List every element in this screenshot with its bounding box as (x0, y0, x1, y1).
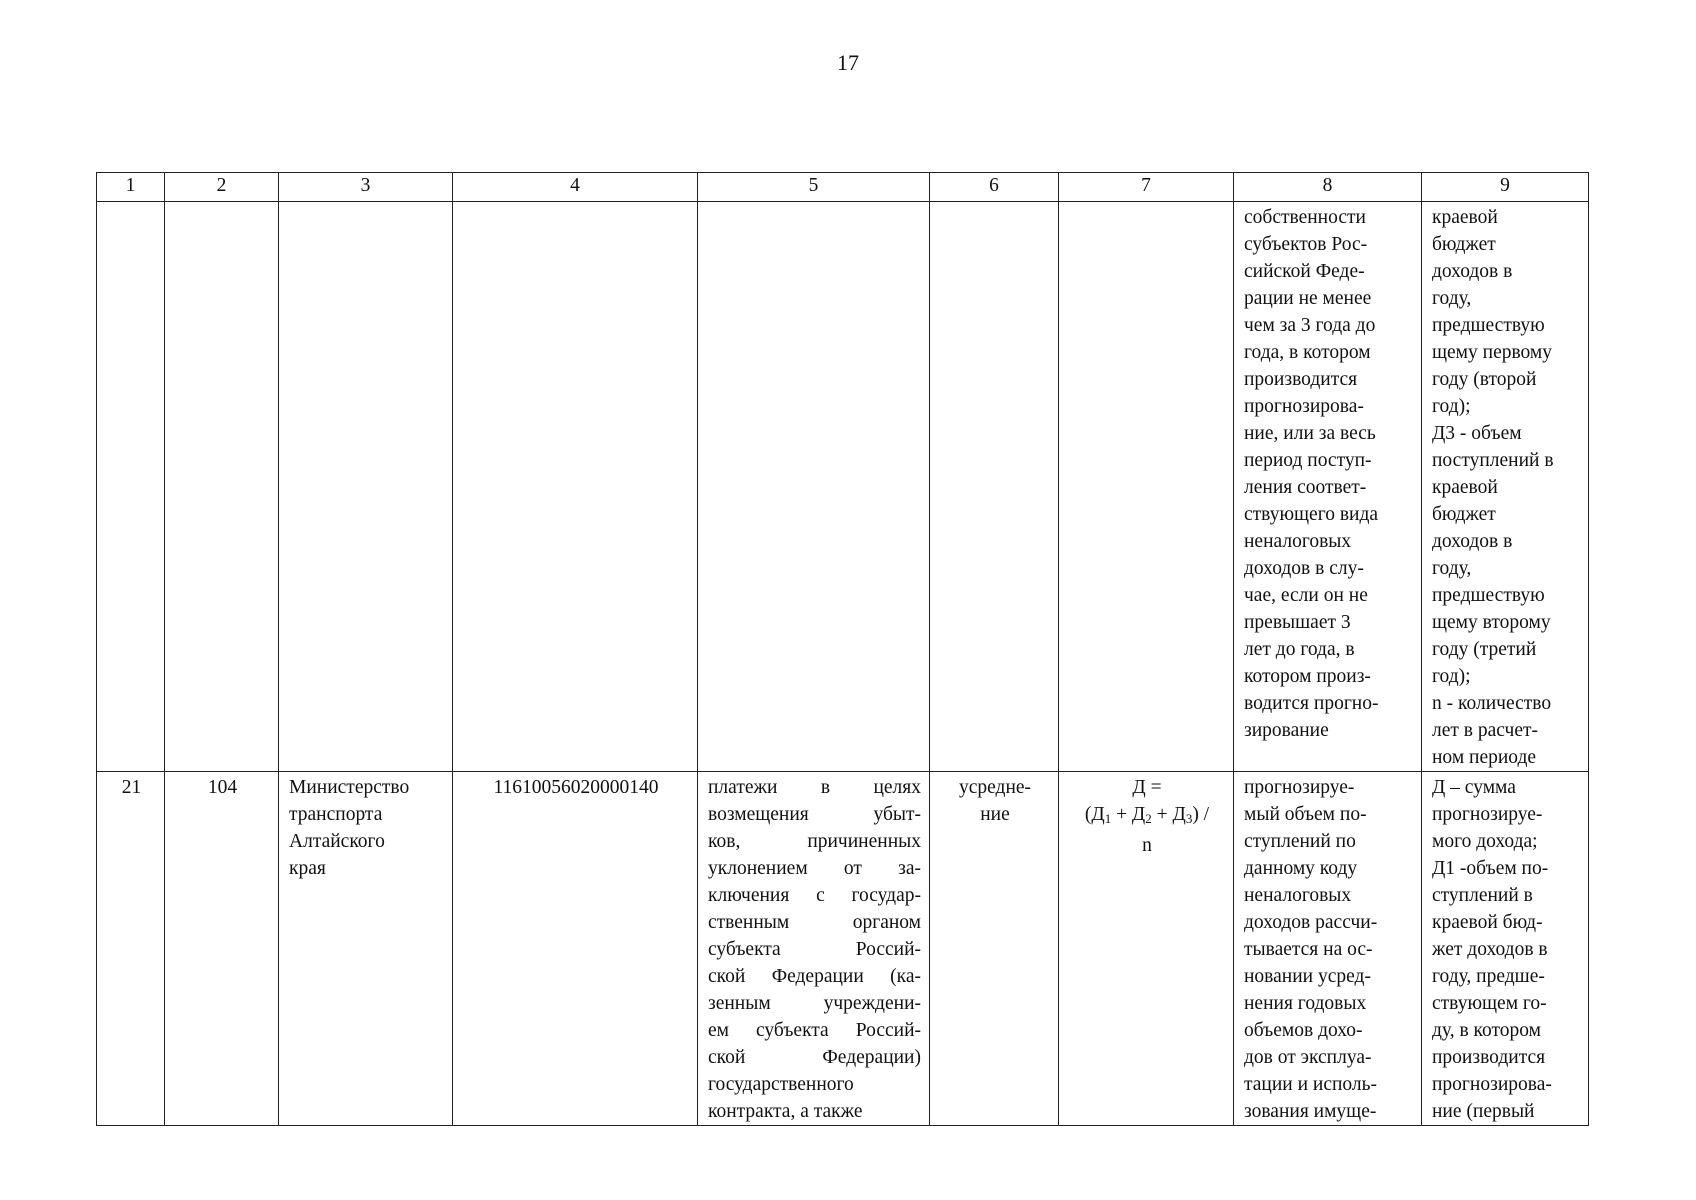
text-line: рации не менее (1244, 288, 1372, 309)
text-line: доходов в (1432, 531, 1513, 552)
text-line: водится прогно- (1244, 693, 1379, 714)
text-line: доходов рассчи- (1244, 912, 1378, 933)
text-line: ской Федерации (ка- (708, 966, 921, 987)
cell-forecast-method (930, 772, 1059, 1126)
text-line: неналоговых (1244, 885, 1352, 906)
text-line: тации и исполь- (1244, 1074, 1378, 1095)
table-row-21 (97, 772, 1589, 1126)
text-line: доходов в слу- (1244, 558, 1364, 579)
text-line: превышает 3 (1244, 612, 1351, 633)
text-line: сийской Феде- (1244, 261, 1365, 282)
cell-empty (930, 202, 1059, 772)
col-header-6: 6 (930, 173, 1059, 202)
text-line: платежи в целях (708, 777, 921, 798)
text-line: предшествую (1432, 585, 1545, 606)
cell-empty (279, 202, 453, 772)
text-line: производится (1432, 1047, 1546, 1068)
text-line: зирование (1244, 720, 1329, 741)
text-line: собственности (1244, 207, 1366, 228)
text-line: ской Федерации) (708, 1047, 921, 1068)
text-line: году, (1432, 558, 1472, 579)
text-line: году (третий (1432, 639, 1537, 660)
text-line: год); (1432, 396, 1471, 417)
text-line: году (второй (1432, 369, 1537, 390)
text-line: Алтайского (289, 831, 385, 852)
page-number: 17 (837, 50, 859, 75)
text-line: Министерство (289, 777, 410, 798)
text-line: мый объем по- (1244, 804, 1367, 825)
text-line: прогнозирова- (1432, 1074, 1552, 1095)
col-header-1: 1 (97, 173, 165, 202)
text-line: краевой бюд- (1432, 912, 1543, 933)
text-line: субъекта Россий- (708, 939, 921, 960)
text-line: ствующем го- (1432, 993, 1547, 1014)
cell-empty (453, 202, 698, 772)
text-line: краевой (1432, 477, 1498, 498)
text-line: ключения с государ- (708, 885, 921, 906)
text-line: период поступ- (1244, 450, 1372, 471)
text-line: лет в расчет- (1432, 720, 1539, 741)
text-line: нения годовых (1244, 993, 1367, 1014)
text-line: Д – сумма (1432, 777, 1516, 798)
col-header-7: 7 (1059, 173, 1234, 202)
text-line: чае, если он не (1244, 585, 1368, 606)
text-line: лет до года, в (1244, 639, 1355, 660)
text-line: Д3 - объем (1432, 423, 1522, 444)
cell-row-number: 21 (97, 772, 165, 1126)
text-line: предшествую (1432, 315, 1545, 336)
cell-revenue-name (698, 772, 930, 1126)
col-header-4: 4 (453, 173, 698, 202)
text-line: усредне- (958, 777, 1032, 798)
header-row (97, 173, 1589, 202)
text-line: производится (1244, 369, 1358, 390)
text-line: уклонением от за- (708, 858, 921, 879)
col-header-5: 5 (698, 173, 930, 202)
cell-formula-legend (1422, 772, 1589, 1126)
text-line: возмещения убыт- (708, 804, 921, 825)
text-line: котором произ- (1244, 666, 1371, 687)
text-line: новании усред- (1244, 966, 1371, 987)
text-line: жет доходов в (1432, 939, 1548, 960)
text-line: ственным органом (708, 912, 921, 933)
text-line: ступлений по (1244, 831, 1356, 852)
text-line: прогнозируе- (1432, 804, 1543, 825)
text-line: контракта, а также (708, 1101, 863, 1122)
text-line: года, в котором (1244, 342, 1371, 363)
text-line: края (289, 858, 326, 879)
text-line: прогнозируе- (1244, 777, 1355, 798)
text-line: тывается на ос- (1244, 939, 1373, 960)
text-line: щему первому (1432, 342, 1553, 363)
text-line: ступлений в (1432, 885, 1533, 906)
text-line: зования имуще- (1244, 1101, 1377, 1122)
col-header-3: 3 (279, 173, 453, 202)
cell-formula (1059, 772, 1234, 1126)
text-line: данному коду (1244, 858, 1358, 879)
text-line: мого дохода; (1432, 831, 1538, 852)
text-line: бюджет (1432, 234, 1496, 255)
text-line: субъектов Рос- (1244, 234, 1368, 255)
text-line: объемов дохо- (1244, 1020, 1363, 1041)
text-line: ном периоде (1432, 747, 1537, 768)
table-row-continuation (97, 202, 1589, 772)
text-line: ков, причиненных (708, 831, 921, 852)
cell-empty (165, 202, 279, 772)
text-line: бюджет (1432, 504, 1496, 525)
cell-formula-legend (1422, 202, 1589, 772)
text-line: зенным учреждени- (708, 993, 921, 1014)
cell-empty (97, 202, 165, 772)
text-line: неналоговых (1244, 531, 1352, 552)
text-line: ствующего вида (1244, 504, 1379, 525)
formula-line-2: $(Д_1 + Д_2 + Д_3)$ / (1084, 804, 1210, 826)
cell-empty (698, 202, 930, 772)
formula-line-1: Д = (1132, 777, 1162, 798)
text-line: ние (первый (1432, 1101, 1535, 1122)
col-header-9: 9 (1422, 173, 1589, 202)
text-line: транспорта (289, 804, 383, 825)
formula-line-3: n (1142, 835, 1152, 856)
text-line: щему второму (1432, 612, 1551, 633)
text-line: Д1 -объем по- (1432, 858, 1549, 879)
text-line: прогнозирова- (1244, 396, 1364, 417)
cell-calc-description (1234, 772, 1422, 1126)
cell-admin-code: 104 (165, 772, 279, 1126)
text-line: год); (1432, 666, 1471, 687)
text-line: n - количество (1432, 693, 1552, 714)
text-line: ду, в котором (1432, 1020, 1542, 1041)
text-line: краевой (1432, 207, 1498, 228)
text-line: государственного (708, 1074, 854, 1095)
cell-administrator-name (279, 772, 453, 1126)
text-line: поступлений в (1432, 450, 1554, 471)
text-line: ем субъекта Россий- (708, 1020, 921, 1041)
cell-empty (1059, 202, 1234, 772)
revenue-forecast-table (96, 172, 1589, 1126)
text-line: году, предше- (1432, 966, 1545, 987)
text-line: году, (1432, 288, 1472, 309)
col-header-2: 2 (165, 173, 279, 202)
text-line: ние, или за весь (1244, 423, 1376, 444)
text-line: ние (980, 804, 1010, 825)
cell-budget-code: 11610056020000140 (453, 772, 698, 1126)
text-line: доходов в (1432, 261, 1513, 282)
col-header-8: 8 (1234, 173, 1422, 202)
text-line: чем за 3 года до (1244, 315, 1376, 336)
text-line: ления соответ- (1244, 477, 1367, 498)
cell-calc-description (1234, 202, 1422, 772)
text-line: дов от эксплуа- (1244, 1047, 1372, 1068)
